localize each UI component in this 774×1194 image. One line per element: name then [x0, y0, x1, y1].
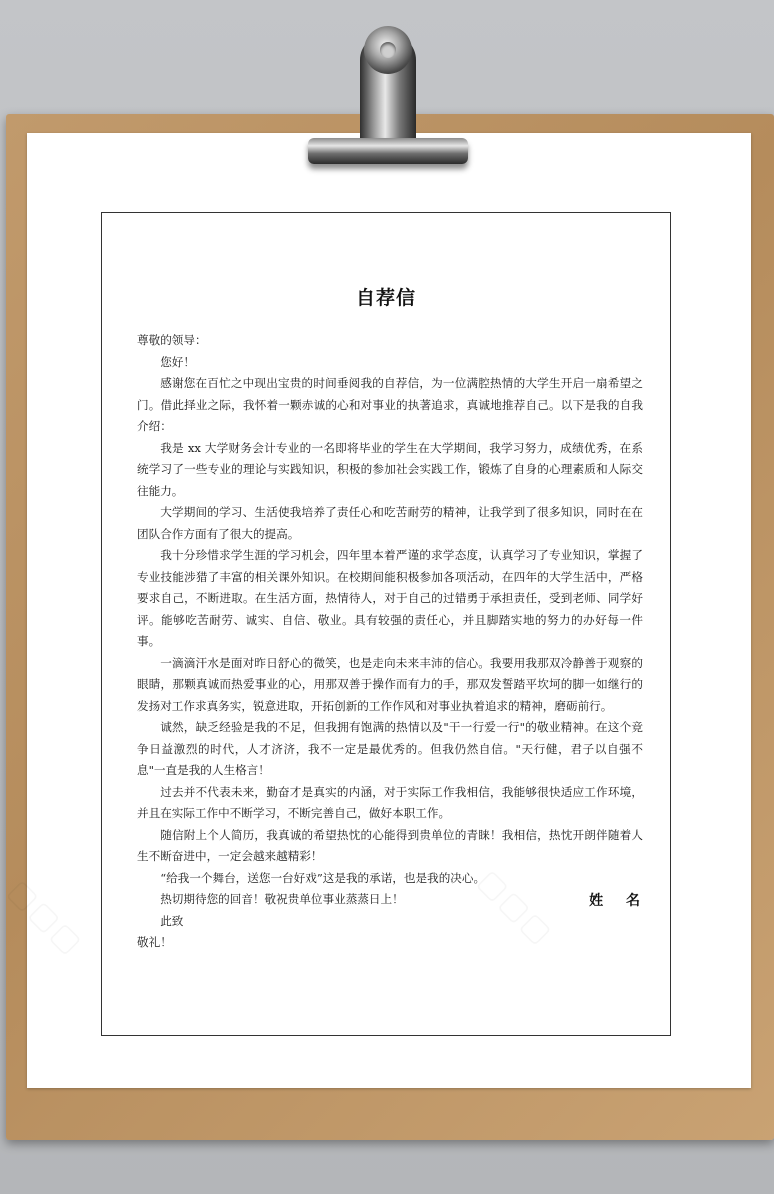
- letter-title: 自荐信: [355, 287, 416, 309]
- paragraph: 我是 xx 大学财务会计专业的一名即将毕业的学生在大学期间，我学习努力，成绩优秀，在系统学习了一些专业的理论与实践知识，积极的参加社会实践工作，锻炼了自身的心理素质和人际交往能力。: [137, 440, 643, 498]
- paragraph: 过去并不代表未来，勤奋才是真实的内涵，对于实际工作我相信，我能够很快适应工作环境，并且在实际工作中不断学习，不断完善自己，做好本职工作。: [137, 784, 643, 820]
- paragraph: 热切期待您的回音！敬祝贵单位事业蒸蒸日上！: [160, 892, 404, 906]
- closing-line-2: 敬礼！: [137, 935, 172, 949]
- paragraph: 一滴滴汗水是面对昨日舒心的微笑，也是走向未来丰沛的信心。我要用我那双冷静善于观察的眼睛，那颗真诚而热爱事业的心，用那双善于操作而有力的手，那双发誓踏平坎坷的脚一如继行的发扬对工作求真务实，锐意进取，开拓创新的工作作风和对事业执着追求的精神，磨砺前行。: [137, 655, 643, 713]
- letter-body: [137, 330, 643, 954]
- closing-line-1: 此致: [160, 913, 184, 928]
- paragraph: “给我一个舞台，送您一台好戏”这是我的承诺，也是我的决心。: [160, 870, 486, 885]
- paragraph: 诚然，缺乏经验是我的不足，但我拥有饱满的热情以及"干一行爱一行"的敬业精神。在这个竞争日益激烈的时代，人才济济，我不一定是最优秀的。但我仍然自信。"天行健，君子以自强不息"一直是我的人生格言！: [137, 720, 643, 777]
- salutation: 尊敬的领导：: [137, 333, 207, 347]
- clip-ring-hole: [380, 42, 396, 58]
- paragraph: 大学期间的学习、生活使我培养了责任心和吃苦耐劳的精神，让我学到了很多知识，同时在在团队合作方面有了很大的提高。: [137, 505, 643, 541]
- signature: 姓 名: [589, 893, 640, 909]
- greeting: 您好！: [160, 354, 195, 369]
- paragraph: 我十分珍惜求学生涯的学习机会，四年里本着严谨的求学态度，认真学习了专业知识，掌握了专业技能涉猎了丰富的相关课外知识。在校期间能积极参加各项活动，在四年的大学生活中，严格要求自己，不断进取。在生活方面，热情待人，对于自己的过错勇于承担责任，受到老师、同学好评。能够吃苦耐劳、诚实、自信、敬业。具有较强的责任心，并且脚踏实地的努力的办好每一件事。: [137, 548, 643, 648]
- binder-clip: [300, 26, 476, 176]
- paragraph: 感谢您在百忙之中现出宝贵的时间垂阅我的自荐信，为一位满腔热情的大学生开启一扇希望之门。借此择业之际，我怀着一颗赤诚的心和对事业的执著追求，真诚地推荐自己。以下是我的自我介绍：: [137, 376, 643, 433]
- clip-plate: [308, 138, 468, 164]
- paragraph: 随信附上个人简历，我真诚的希望热忱的心能得到贵单位的青睐！我相信，热忱开朗伴随着人生不断奋进中，一定会越来越精彩！: [137, 827, 643, 863]
